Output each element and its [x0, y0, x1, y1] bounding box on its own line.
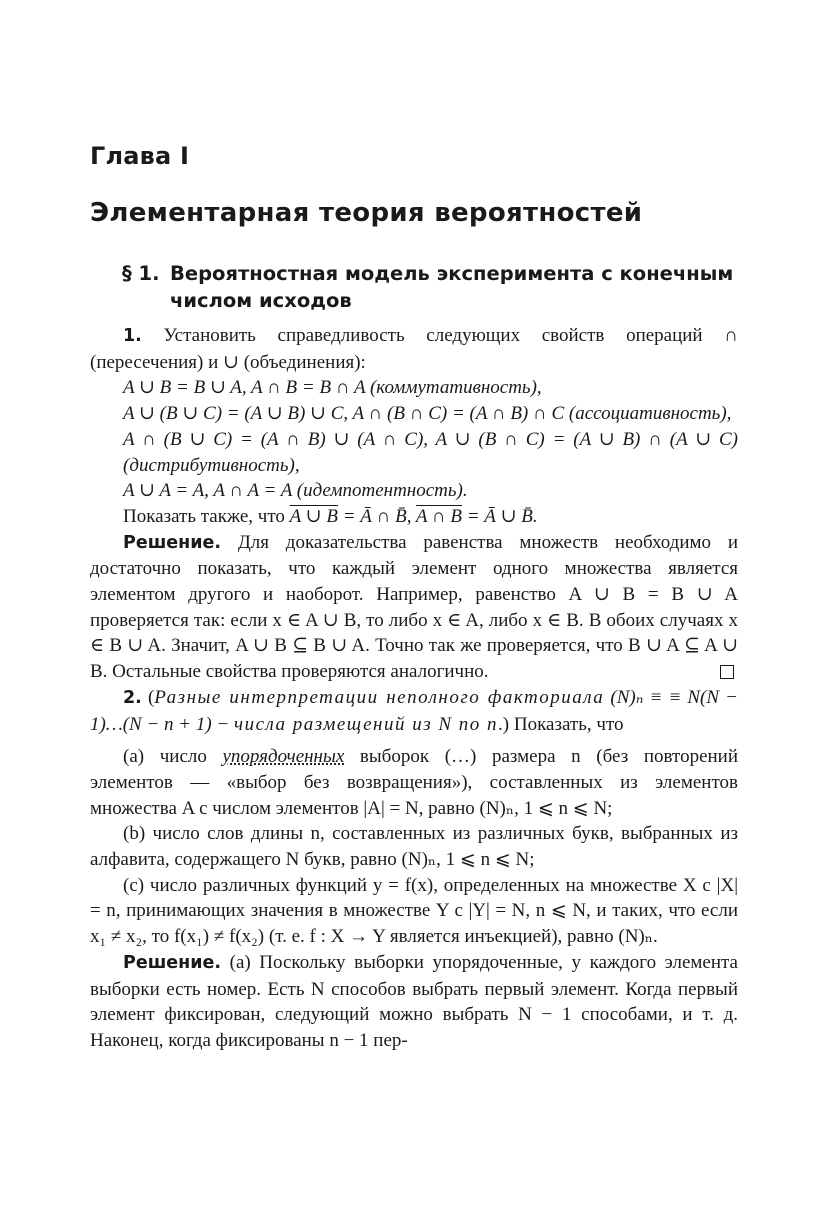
problem-1-text: Установить справедливость следующих свойств операций ∩ (пересечения) и ∪ (объединения):	[90, 325, 738, 373]
section-sign: § 1.	[122, 262, 160, 285]
de-morgan-part1: = Ā ∩ B̄,	[337, 505, 416, 527]
item-a-prefix: (a) число	[123, 746, 223, 768]
de-morgan-union-bar: A ∪ B	[289, 505, 338, 527]
chapter-heading: Глава I	[90, 142, 190, 170]
problem-2-item-b: (b) число слов длины n, составленных из различных букв, выбранных из алфавита, содержащего N букв, равно (N)ₙ, 1 ⩽ n ⩽ N;	[90, 823, 738, 871]
problem-1-solution	[90, 530, 738, 685]
formula-distributivity: A ∩ (B ∪ C) = (A ∩ B) ∪ (A ∩ C), A ∪ (B ∩ C) = (A ∪ B) ∩ (A ∪ C) (дистрибутивность),	[123, 428, 738, 476]
problem-2-italic-title: Разные интерпретации неполного факториала	[154, 686, 605, 708]
problem-2-solution	[90, 950, 738, 1054]
de-morgan-part2: = Ā ∪ B̄.	[461, 505, 538, 527]
problem-2-close: .) Показать, что	[498, 713, 624, 735]
formula-associativity: A ∪ (B ∪ C) = (A ∪ B) ∪ C, A ∩ (B ∩ C) = (A ∩ B) ∩ C (ассоциативность),	[123, 403, 732, 425]
item-a-rest: выборок (…) размера n (без повторений элементов — «выбор без возвращения»), составленных из элементов множества A с числом элементов |A| = N, равно (N)ₙ, 1 ⩽ n ⩽ N;	[90, 746, 738, 819]
problem-2-statement	[90, 685, 738, 737]
solution-1-label: Решение.	[123, 532, 222, 553]
formula-de-morgan	[90, 504, 738, 530]
section-heading	[122, 260, 742, 314]
formula-commutativity: A ∪ B = B ∪ A, A ∩ B = B ∩ A (коммутативность),	[123, 377, 542, 399]
problem-2-number: 2.	[123, 687, 142, 708]
problem-2-item-a	[90, 744, 738, 821]
chapter-title: Элементарная теория вероятностей	[90, 198, 643, 228]
solution-2-text: (a) Поскольку выборки упорядоченные, у каждого элемента выборки есть номер. Есть N способов выбрать первый элемент. Когда первый элемент фиксирован, следующий можно выбрать N − 1 способами, и т. д. Наконец, когда фиксированы n − 1 пер-	[90, 951, 738, 1051]
section-title-line1: Вероятностная модель эксперимента с конечным	[170, 262, 734, 285]
problem-1-number: 1.	[123, 326, 142, 346]
de-morgan-prefix: Показать также, что	[123, 505, 290, 527]
problem-2-italic-subtitle: числа размещений из N по n	[234, 713, 499, 735]
item-a-emphasis: упорядоченных	[222, 746, 345, 768]
formula-idempotency: A ∪ A = A, A ∩ A = A (идемпотентность).	[123, 480, 468, 502]
section-title-line2: числом исходов	[170, 289, 352, 312]
qed-icon	[720, 665, 734, 679]
problem-2-formula: (N)ₙ ≡ ≡ N(N − 1)…(N − n + 1) −	[90, 686, 738, 735]
solution-2-label: Решение.	[123, 952, 222, 973]
problem-2-open: (	[141, 686, 155, 708]
page-body	[90, 323, 738, 1054]
problem-1-statement	[90, 323, 738, 375]
de-morgan-intersection-bar: A ∩ B	[415, 505, 462, 527]
problem-2-item-c: (c) число различных функций y = f(x), определенных на множестве X с |X| = n, принимающих значения в множестве Y с |Y| = N, n ⩽ N, и таких, что если x₁ ≠ x₂, то f(x₁) ≠ f(x₂) (т. е. f : X → Y является инъекцией), равно (N)ₙ.	[90, 874, 738, 948]
solution-1-text: Для доказательства равенства множеств необходимо и достаточно показать, что каждый элемент одного множества является элементом другого и наоборот. Например, равенство A ∪ B = B ∪ A проверяется так: если x ∈ A ∪ B, то либо x ∈ A, либо x ∈ B. В обоих случаях x ∈ B ∪ A. Значит, A ∪ B ⊆ B ∪ A. Точно так же проверяется, что B ∪ A ⊆ A ∪ B. Остальные свойства проверяются аналогично.	[90, 531, 738, 683]
